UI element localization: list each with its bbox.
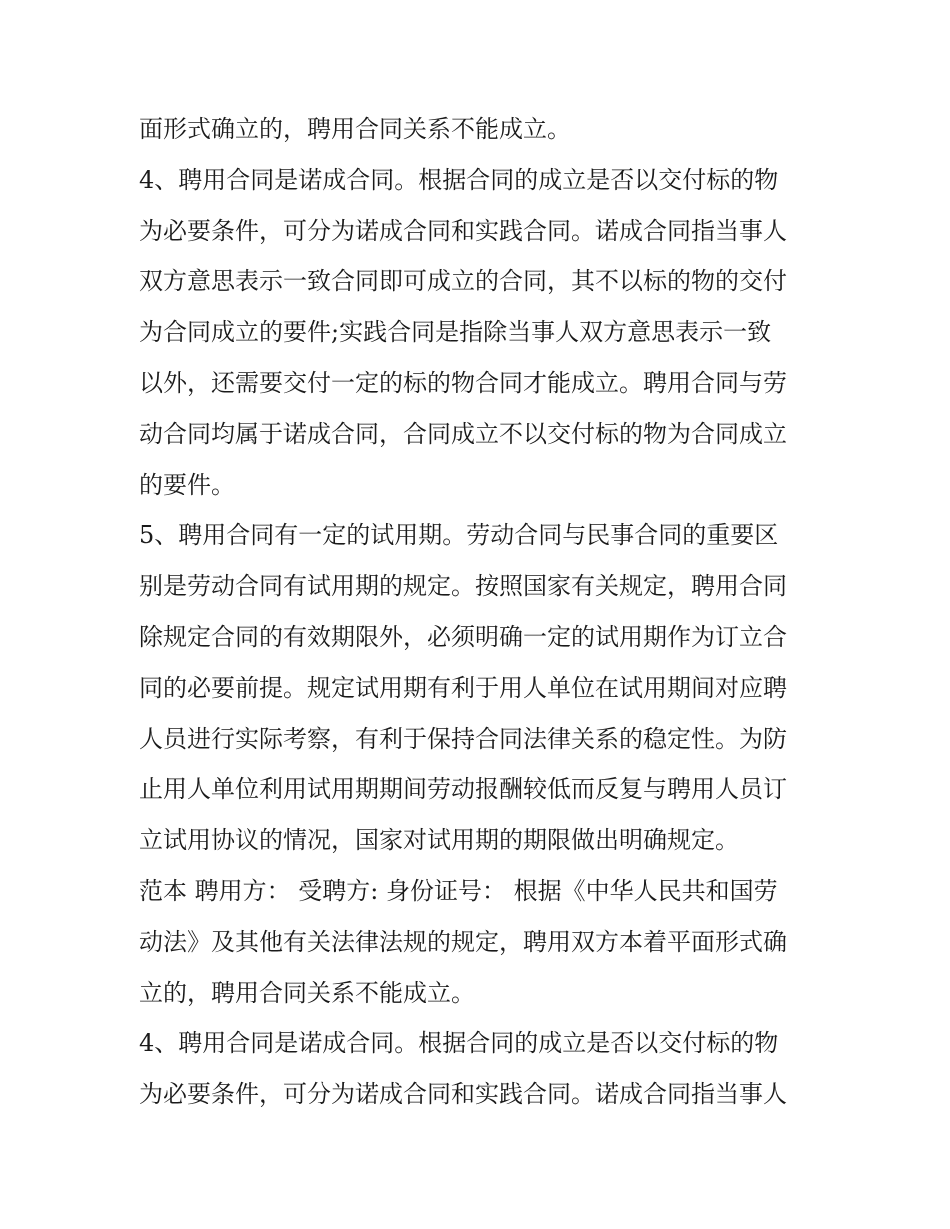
text-line: 人员进行实际考察，有利于保持合同法律关系的稳定性。为防	[139, 724, 787, 753]
text-line: 4、聘用合同是诺成合同。根据合同的成立是否以交付标的物	[139, 1029, 779, 1058]
text-line: 立试用协议的情况，国家对试用期的期限做出明确规定。	[139, 826, 739, 855]
text-line: 别是劳动合同有试用期的规定。按照国家有关规定，聘用合同	[139, 572, 787, 601]
text-line: 4、聘用合同是诺成合同。根据合同的成立是否以交付标的物	[139, 165, 779, 194]
text-line: 为合同成立的要件;实践合同是指除当事人双方意思表示一致	[139, 318, 772, 347]
text-line: 动法》及其他有关法律法规的规定，聘用双方本着平面形式确	[139, 927, 787, 956]
text-line: 面形式确立的，聘用合同关系不能成立。	[139, 115, 571, 143]
text-line: 5、聘用合同有一定的试用期。劳动合同与民事合同的重要区	[139, 521, 779, 550]
text-line: 范本 聘用方： 受聘方: 身份证号： 根据《中华人民共和国劳	[139, 876, 778, 905]
text-line: 为必要条件，可分为诺成合同和实践合同。诺成合同指当事人	[139, 216, 787, 245]
text-line: 以外，还需要交付一定的标的物合同才能成立。聘用合同与劳	[139, 368, 787, 397]
text-line: 同的必要前提。规定试用期有利于用人单位在试用期间对应聘	[139, 673, 787, 702]
document-body	[139, 104, 819, 1120]
text-line: 双方意思表示一致合同即可成立的合同，其不以标的物的交付	[139, 267, 787, 296]
text-line: 的要件。	[139, 470, 235, 499]
text-line: 动合同均属于诺成合同，合同成立不以交付标的物为合同成立	[139, 419, 787, 448]
text-line: 为必要条件，可分为诺成合同和实践合同。诺成合同指当事人	[139, 1080, 787, 1109]
text-line: 止用人单位利用试用期期间劳动报酬较低而反复与聘用人员订	[139, 775, 787, 804]
text-line: 立的，聘用合同关系不能成立。	[139, 978, 475, 1007]
text-line: 除规定合同的有效期限外，必须明确一定的试用期作为订立合	[139, 622, 787, 651]
